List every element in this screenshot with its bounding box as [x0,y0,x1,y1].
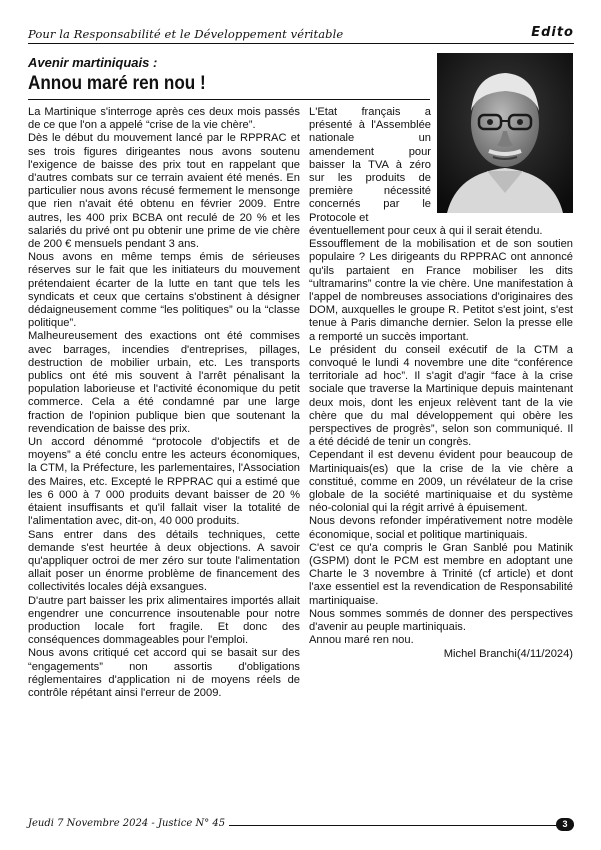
title-rule [28,99,430,100]
paragraph: éventuellement pour ceux à qui il serait étendu. [309,225,543,237]
portrait-photo [437,53,573,213]
header-slogan: Pour la Responsabilité et le Développement véritable [28,27,344,41]
paragraph: Cependant il est devenu évident pour beaucoup de Martiniquais(es) que la crise de la vie chère a constitué, comme en 2009, un révélateur de la crise globale de la société martiniquaise et du système néo-colonial qui la régit arrivé à épuisement. [309,449,573,515]
paragraph: L'Etat français a présenté à l'Assemblée nationale un amendement pour baisser la TVA à zéro sur les produits de première nécessité concernés par le Protocole et [309,106,431,224]
paragraph: Le président du conseil exécutif de la CTM a convoqué le lundi 4 novembre une dite “conférence territoriale ad hoc”. Il s'agit d'agir “face à la crise sociale que traverse la Martinique depuis maintenant deux mois, dont les enjeux relèvent tant de la vie chère que du mal développement qui obère les perspectives de progrès”, selon son communiqué. Il a été décidé de tenir un congrès. [309,343,573,449]
paragraph: D'autre part baisser les prix alimentaires importés allait engendrer une concurrence insoutenable pour notre production locale fort fragile. Et donc des conséquences dommageables pour l'emploi. [28,594,300,647]
paragraph: Sans entrer dans des détails techniques, cette demande s'est heurtée à deux objections. A savoir qu'appliquer octroi de mer zéro sur toute l'alimentation allait poser un énorme problème de financement des collectivités locales déjà exsangues. [28,528,300,594]
article-right-column [309,225,573,661]
header-rule [28,43,574,44]
article-left-column [28,106,300,700]
paragraph: La Martinique s'interroge après ces deux mois passés de ce que l'on a appelé “crise de la vie chère”. [28,106,300,132]
signature: Michel Branchi(4/11/2024) [443,647,573,660]
paragraph: Annou maré ren nou. [309,634,414,647]
article-title: Annou maré ren nou ! [28,73,206,94]
portrait-photo-icon [437,53,573,213]
paragraph: Nous avons critiqué cet accord qui se basait sur des “engagements” non assortis d'obligations réglementaires d'application ni de moyens réels de contrôle répétant ainsi l'erreur de 2009. [28,647,300,699]
paragraph: C'est ce qu'a compris le Gran Sanblé pou Matinik (GSPM) dont le PCM est membre en adoptant une Charte le 3 novembre à Trinité (cf article) et dont l'axe essentiel est la revendication de Responsabilité martiniquaise. [309,541,573,607]
paragraph: Nous sommes sommés de donner des perspectives d'avenir au peuple martiniquais. [309,607,573,634]
article-kicker: Avenir martiniquais : [28,55,158,70]
paragraph: Malheureusement des exactions ont été commises avec barrages, incendies d'entreprises, pillages, destruction de mobilier urbain, etc. Les transports publics ont été mis souvent à l'arrêt pénalisant la population laborieuse et l'activité économique du petit commerce. Cela a été condamné par une large fraction de l'opinion publique bien que soutenant la revendication de baisse des prix. [28,330,300,435]
article-right-column-top [309,106,431,225]
paragraph: Un accord dénommé “protocole d'objectifs et de moyens” a été conclu entre les acteurs économiques, la CTM, la Préfecture, les parlementaires, l'Association des Maires, etc. Excepté le RPPRAC qui a estimé que les 6 000 à 7 000 produits devant baisser de 20 % étaient insuffisants et qu'il fallait viser la totalité de l'alimentation avec, dit-on, 40 000 produits. [28,436,300,528]
section-label: Edito [531,25,574,40]
paragraph: Nous avons en même temps émis de sérieuses réserves sur le fait que les initiateurs du mouvement prétendaient écarter de la lutte en tant que tels les syndicats et ceux que certains s'obstinent à désigner dédaigneusement comme “les politiques” ou la “classe politique”. [28,251,300,330]
paragraph: Dès le début du mouvement lancé par le RPPRAC et ses trois figures dirigeantes nous avons soutenu l'exigence de baisse des prix tout en rappelant que d'autres combats sur ce terrain avaient été menés. En particulier nous avons récusé fermement le mensonge que rien n'avait été obtenu en février 2009. Entre autres, les 400 prix BCBA ont reculé de 20 % et les salariés du privé ont pu obtenir une prime de vie chère de 200 € mensuels pendant 3 ans. [28,132,300,251]
paragraph: Nous devons refonder impérativement notre modèle économique, social et politique martiniquais. [309,515,573,541]
page-number: 3 [556,818,574,831]
page-header [28,25,574,45]
paragraph: Essoufflement de la mobilisation et de son soutien populaire ? Les dirigeants du RPPRAC ont annoncé qu'ils partaient en France mobiliser les dits “ultramarins” contre la vie chère. Une manifestation à l'appel de nombreuses associations d'originaires des DOM, auxquelles le groupe R. Petitot s'est joint, s'est tenue à Paris dimanche dernier. Selon la presse elle a remporté un succès important. [309,238,573,343]
page-footer [28,818,574,832]
issue-info: Jeudi 7 Novembre 2024 - Justice N° 45 [28,818,229,829]
